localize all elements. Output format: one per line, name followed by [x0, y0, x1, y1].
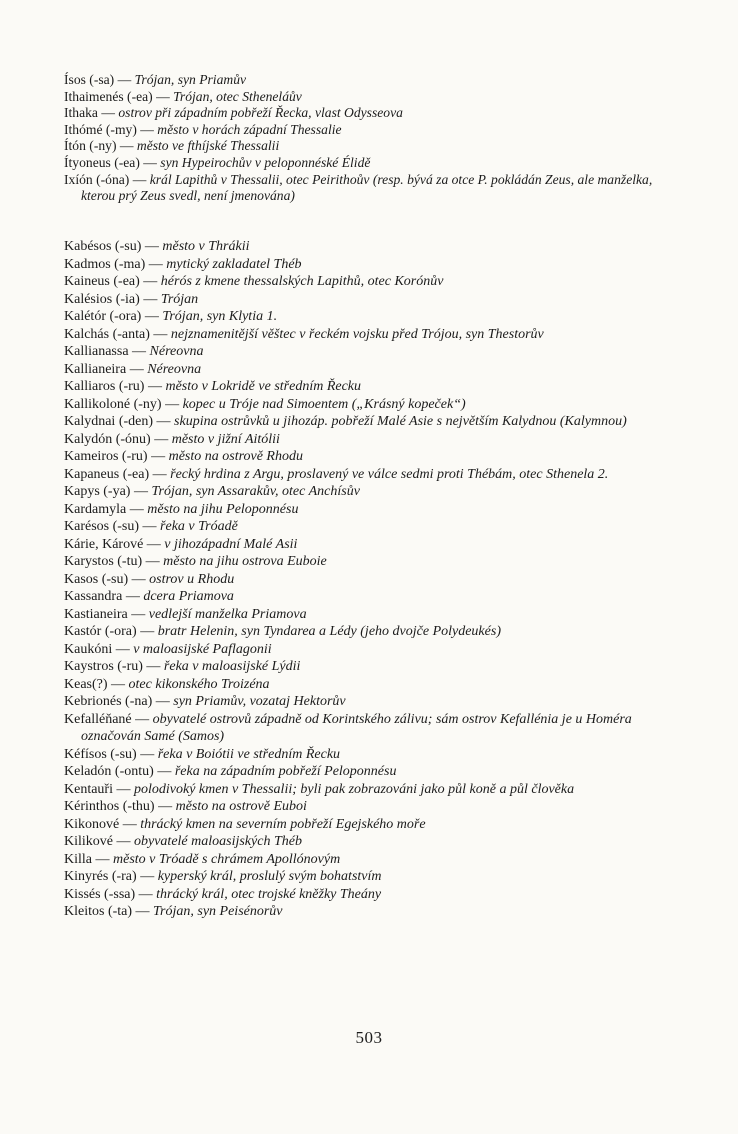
entry-definition: syn Priamův, vozataj Hektorův — [173, 694, 346, 709]
entry-dash: — — [140, 869, 155, 884]
entry-headword: Kebrionés (-na) — [64, 694, 153, 709]
entry-dash: — — [156, 414, 171, 429]
glossary-entry — [64, 553, 686, 571]
glossary-entry — [64, 89, 686, 106]
entry-dash: — — [144, 309, 159, 324]
entry-definition: v maloasijské Paflagonii — [133, 641, 272, 657]
glossary-entry — [64, 501, 686, 519]
entry-definition: město v Lokridě ve středním Řecku — [165, 379, 362, 394]
glossary-entry — [64, 396, 686, 414]
entry-headword: Kalydón (-ónu) — [64, 431, 151, 447]
entry-dash: — — [116, 781, 131, 797]
entry-dash: — — [146, 536, 161, 552]
entry-headword: Kameiros (-ru) — [64, 449, 148, 464]
glossary-entry — [64, 122, 686, 139]
glossary-entry — [64, 291, 686, 309]
entry-definition: Trójan, syn Peisénorův — [153, 904, 283, 919]
entry-definition: otec kikonského Troizéna — [128, 676, 270, 692]
entry-headword: Ithómé (-my) — [64, 121, 137, 137]
section-i — [64, 72, 686, 205]
entry-definition: ostrov u Rhodu — [149, 571, 235, 587]
entry-definition: město na jihu ostrova Euboie — [163, 554, 327, 569]
glossary-entry — [64, 361, 686, 379]
entry-headword: Ítón (-ny) — [64, 138, 117, 154]
glossary-entry — [64, 676, 686, 694]
entry-headword: Kasos (-su) — [64, 571, 129, 587]
glossary-entry — [64, 483, 686, 501]
entry-headword: Kalydnai (-den) — [64, 414, 154, 429]
glossary-entry — [64, 155, 686, 172]
entry-dash: — — [147, 379, 162, 394]
glossary-entry — [64, 413, 686, 431]
glossary-entry — [64, 536, 686, 554]
glossary-entry — [64, 781, 686, 799]
glossary-entry — [64, 448, 686, 466]
glossary-entry — [64, 308, 686, 326]
entry-definition: polodivoký kmen v Thessalii; byli pak zobrazováni jako půl koně a půl člověka — [133, 781, 575, 797]
entry-dash: — — [115, 641, 130, 657]
entry-definition: řecký hrdina z Argu, proslavený ve válce sedmi proti Thébám, otec Sthenela 2. — [170, 466, 609, 482]
entry-dash: — — [156, 88, 170, 104]
entry-headword: Kabésos (-su) — [64, 239, 142, 254]
entry-dash: — — [95, 851, 110, 867]
glossary-entry — [64, 886, 686, 904]
entry-definition: řeka v Boiótii ve středním Řecku — [157, 746, 341, 762]
entry-dash: — — [129, 361, 144, 377]
entry-definition: thrácký kmen na severním pobřeží Egejského moře — [140, 816, 426, 832]
entry-headword: Kérinthos (-thu) — [64, 799, 155, 814]
entry-definition: Trójan, otec Stheneláův — [173, 88, 302, 104]
entry-definition: kyperský král, proslulý svým bohatstvím — [157, 869, 382, 884]
glossary-entry — [64, 343, 686, 361]
entry-dash: — — [131, 606, 146, 622]
entry-headword: Kalchás (-anta) — [64, 326, 150, 342]
entry-definition: Néreovna — [147, 361, 202, 377]
entry-headword: Kaukóni — [64, 641, 113, 657]
entry-dash: — — [140, 121, 154, 137]
entry-headword: Keas(?) — [64, 676, 108, 692]
entry-dash: — — [140, 624, 155, 639]
entry-definition: město na ostrově Euboi — [175, 799, 307, 814]
entry-dash: — — [144, 239, 159, 254]
entry-dash: — — [155, 694, 170, 709]
entry-definition: řeka na západním pobřeží Peloponnésu — [174, 764, 397, 779]
entry-definition: bratr Helenin, syn Tyndarea a Lédy (jeho dvojče Polydeukés) — [157, 624, 501, 639]
entry-headword: Kastór (-ora) — [64, 624, 137, 639]
entry-headword: Ísos (-sa) — [64, 72, 115, 87]
entry-dash: — — [143, 291, 158, 307]
entry-definition: hérós z kmene thessalských Lapithů, otec Korónův — [160, 274, 444, 289]
entry-headword: Kilikové — [64, 834, 113, 849]
glossary-entry — [64, 693, 686, 711]
entry-headword: Kissés (-ssa) — [64, 886, 136, 902]
entry-dash: — — [117, 72, 132, 87]
entry-headword: Kastianeira — [64, 606, 128, 622]
section-k — [64, 238, 686, 921]
entry-dash: — — [132, 344, 147, 359]
entry-definition: ostrov při západním pobřeží Řecka, vlast Odysseova — [118, 105, 403, 121]
entry-dash: — — [111, 676, 126, 692]
glossary-entry — [64, 172, 686, 205]
glossary-entry — [64, 658, 686, 676]
glossary-entry — [64, 72, 686, 89]
entry-definition: v jihozápadní Malé Asii — [164, 536, 298, 552]
entry-dash: — — [138, 886, 153, 902]
entry-headword: Kleitos (-ta) — [64, 904, 133, 919]
glossary-entry — [64, 623, 686, 641]
entry-headword: Kallianeira — [64, 361, 127, 377]
glossary-entry — [64, 238, 686, 256]
entry-dash: — — [135, 711, 150, 727]
entry-dash: — — [154, 431, 169, 447]
entry-dash: — — [142, 519, 157, 534]
entry-headword: Kapys (-ya) — [64, 484, 131, 499]
entry-dash: — — [157, 764, 172, 779]
glossary-entry — [64, 256, 686, 274]
entry-definition: mytický zakladatel Théb — [166, 256, 302, 272]
entry-headword: Keladón (-ontu) — [64, 764, 154, 779]
entry-dash: — — [132, 171, 147, 187]
entry-definition: řeka v maloasijské Lýdii — [163, 659, 301, 674]
glossary-entry — [64, 466, 686, 484]
entry-dash: — — [145, 554, 160, 569]
entry-dash: — — [131, 571, 146, 587]
page-number: 503 — [355, 1028, 383, 1047]
entry-definition: thrácký král, otec trojské kněžky Theány — [156, 886, 382, 902]
entry-definition: Trójan, syn Klytia 1. — [162, 309, 278, 324]
entry-dash: — — [158, 799, 173, 814]
entry-headword: Ítyoneus (-ea) — [64, 154, 140, 170]
entry-dash: — — [151, 449, 166, 464]
entry-definition: obyvatelé ostrovů západně od Korintského zálivu; sám ostrov Kefallénia je u Homéra označován Samé (Samos) — [81, 711, 632, 744]
glossary-entry — [64, 903, 686, 921]
entry-dash: — — [143, 154, 157, 170]
entry-dash: — — [101, 105, 115, 121]
entry-definition: Trójan, syn Priamův — [134, 72, 247, 87]
entry-headword: Kalétór (-ora) — [64, 309, 142, 324]
glossary-entry — [64, 588, 686, 606]
entry-headword: Kéfísos (-su) — [64, 746, 137, 762]
entry-dash: — — [140, 746, 155, 762]
entry-headword: Kalésios (-ia) — [64, 291, 140, 307]
entry-headword: Kentauři — [64, 781, 113, 797]
entry-headword: Kinyrés (-ra) — [64, 869, 137, 884]
entry-dash: — — [152, 466, 167, 482]
entry-definition: vedlejší manželka Priamova — [148, 606, 307, 622]
glossary-entry — [64, 518, 686, 536]
entry-dash: — — [129, 501, 144, 517]
entry-definition: řeka v Tróadě — [160, 519, 238, 534]
entry-definition: město ve fthíjské Thessalii — [136, 138, 280, 154]
glossary-entry — [64, 105, 686, 122]
entry-headword: Kaystros (-ru) — [64, 659, 143, 674]
entry-definition: město v jižní Aitólii — [171, 431, 280, 447]
glossary-entry — [64, 711, 686, 746]
entry-headword: Karystos (-tu) — [64, 554, 143, 569]
entry-dash: — — [146, 659, 161, 674]
glossary-entry — [64, 851, 686, 869]
glossary-entry — [64, 798, 686, 816]
entry-definition: město na ostrově Rhodu — [168, 449, 303, 464]
entry-headword: Kadmos (-ma) — [64, 256, 146, 272]
glossary-entry — [64, 641, 686, 659]
entry-dash: — — [165, 396, 180, 412]
entry-dash: — — [153, 326, 168, 342]
entry-headword: Kallikoloné (-ny) — [64, 396, 162, 412]
entry-dash: — — [116, 834, 131, 849]
glossary-entry — [64, 816, 686, 834]
glossary-entry — [64, 763, 686, 781]
entry-definition: obyvatelé maloasijských Théb — [134, 834, 302, 849]
entry-dash: — — [135, 904, 150, 919]
glossary-entry — [64, 378, 686, 396]
glossary-entry — [64, 571, 686, 589]
entry-dash: — — [148, 256, 163, 272]
entry-headword: Ithaimenés (-ea) — [64, 88, 153, 104]
entry-definition: Néreovna — [149, 344, 204, 359]
entry-headword: Kikonové — [64, 816, 120, 832]
glossary-entry — [64, 326, 686, 344]
entry-definition: dcera Priamova — [143, 589, 234, 604]
glossary-entry — [64, 746, 686, 764]
entry-definition: město v Tróadě s chrámem Apollónovým — [113, 851, 341, 867]
glossary-entry — [64, 833, 686, 851]
entry-headword: Kallianassa — [64, 344, 129, 359]
entry-headword: Kalliaros (-ru) — [64, 379, 145, 394]
entry-headword: Kassandra — [64, 589, 123, 604]
glossary-entry — [64, 431, 686, 449]
entry-headword: Kapaneus (-ea) — [64, 466, 150, 482]
entry-definition: město v Thrákii — [162, 239, 250, 254]
entry-definition: nejznamenitější věštec v řeckém vojsku před Trójou, syn Thestorův — [170, 326, 544, 342]
entry-definition: syn Hypeirochův v peloponnéské Élidě — [160, 154, 371, 170]
glossary-entry — [64, 868, 686, 886]
glossary-entry — [64, 138, 686, 155]
entry-definition: město v horách západní Thessalie — [157, 121, 342, 137]
entry-headword: Killa — [64, 851, 92, 867]
entry-dash: — — [133, 484, 148, 499]
entry-definition: Trójan — [160, 291, 199, 307]
entry-definition: kopec u Tróje nad Simoentem („Krásný kopeček“) — [182, 396, 466, 412]
entry-headword: Ixíón (-óna) — [64, 171, 130, 187]
entry-definition: král Lapithů v Thessalii, otec Peirithoův (resp. bývá za otce P. pokládán Zeus, ale manželka, kterou prý Zeus svedl, není jmenována) — [81, 171, 653, 204]
glossary-entry — [64, 606, 686, 624]
entry-dash: — — [125, 589, 140, 604]
glossary-entry — [64, 273, 686, 291]
entry-dash: — — [143, 274, 158, 289]
entry-definition: skupina ostrůvků u jihozáp. pobřeží Malé Asie s největším Kalydnou (Kalymnou) — [174, 414, 627, 429]
entry-definition: Trójan, syn Assarakův, otec Anchísův — [151, 484, 360, 499]
entry-definition: město na jihu Peloponnésu — [147, 501, 299, 517]
entry-headword: Kefalléňané — [64, 711, 132, 727]
entry-headword: Karésos (-su) — [64, 519, 140, 534]
entry-headword: Ithaka — [64, 105, 98, 121]
entry-headword: Kaineus (-ea) — [64, 274, 140, 289]
entry-dash: — — [119, 138, 134, 154]
entry-dash: — — [122, 816, 137, 832]
entry-headword: Kárie, Kárové — [64, 536, 144, 552]
entry-headword: Kardamyla — [64, 501, 127, 517]
